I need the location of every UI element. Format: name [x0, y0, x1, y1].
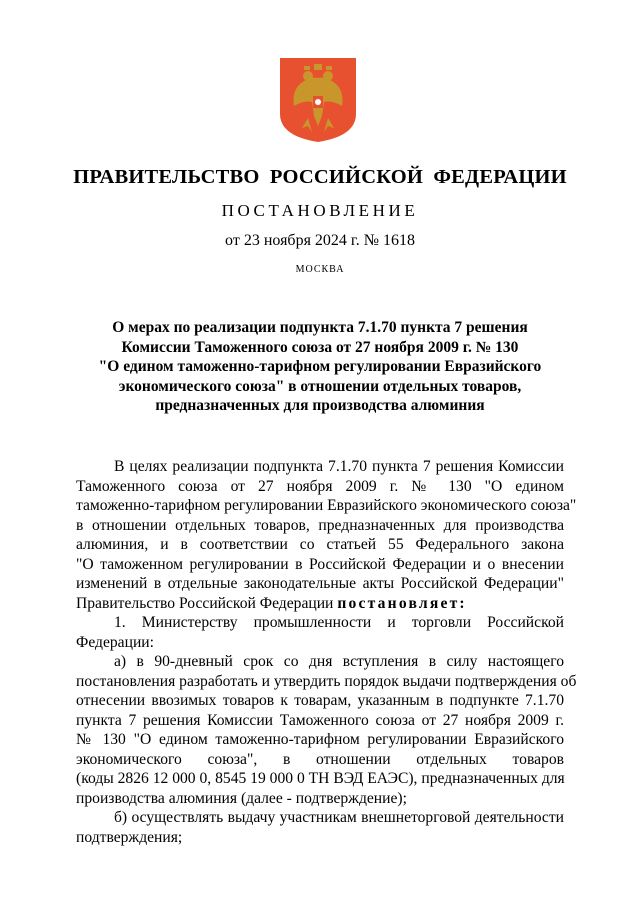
text-line: в отношении отдельных товаров, предназначенных для производства [76, 516, 564, 534]
government-subject: Правительство Российской Федерации [76, 594, 334, 612]
text-line: отнесении ввозимых товаров к товарам, указанным в подпункте 7.1.70 [76, 692, 564, 709]
text-line: В целях реализации подпункта 7.1.70 пункта 7 решения Комиссии [114, 458, 564, 475]
decree-date-number: от 23 ноября 2024 г. № 1618 [225, 232, 415, 249]
resolves-word: постановляет: [337, 594, 467, 612]
subject-line: предназначенных для производства алюминия [155, 397, 485, 414]
text-line: подтверждения; [76, 828, 183, 846]
item-b [76, 808, 564, 847]
text-line: постановления разработать и утвердить порядок выдачи подтверждения об [76, 672, 577, 690]
text-line: (коды 2826 12 000 0, 8545 19 000 0 ТН ВЭД ЕАЭС), предназначенных для [76, 770, 565, 787]
subject-line: экономического союза" в отношении отдельных товаров, [118, 377, 522, 395]
text-line: изменений в отдельные законодательные акты Российской Федерации" [76, 575, 564, 592]
item-a [76, 652, 577, 808]
text-line: Таможенного союза от 27 ноября 2009 г. № 130 "О едином [76, 477, 564, 495]
text-line: Федерации: [76, 633, 154, 651]
text-line: 1. Министерству промышленности и торговли Российской [114, 614, 564, 631]
text-line: "О таможенном регулировании в Российской Федерации и о внесении [76, 555, 564, 573]
text-line: а) в 90-дневный срок со дня вступления в силу настоящего [114, 653, 564, 670]
text-line: производства алюминия (далее - подтверждение); [76, 789, 407, 807]
subject-line: Комиссии Таможенного союза от 27 ноября 2009 г. № 130 [121, 338, 519, 356]
decree-body [76, 457, 577, 847]
coat-of-arms-icon [278, 56, 358, 144]
subject-line: О мерах по реализации подпункта 7.1.70 пункта 7 решения [112, 319, 528, 336]
text-line: алюминия, и в соответствии со статьей 55 Федерального закона [76, 536, 564, 553]
preamble-paragraph [76, 457, 577, 613]
government-title: ПРАВИТЕЛЬСТВО РОССИЙСКОЙ ФЕДЕРАЦИИ [73, 166, 567, 188]
text-line: № 130 "О едином таможенно-тарифном регулировании Евразийского [76, 731, 564, 748]
text-line: б) осуществлять выдачу участникам внешнеторговой деятельности [114, 809, 564, 826]
text-line: пункта 7 решения Комиссии Таможенного союза от 27 ноября 2009 г. [76, 711, 564, 729]
text-line [76, 594, 564, 614]
text-line: экономического союза", в отношении отдельных товаров [76, 750, 564, 768]
item-1 [76, 613, 564, 652]
document-type: ПОСТАНОВЛЕНИЕ [221, 201, 419, 220]
city-name: МОСКВА [295, 264, 345, 275]
subject-line: "О едином таможенно-тарифном регулировании Евразийского [98, 358, 542, 375]
decree-subject [60, 318, 580, 416]
text-line: таможенно-тарифном регулировании Евразийского экономического союза" [76, 497, 577, 514]
